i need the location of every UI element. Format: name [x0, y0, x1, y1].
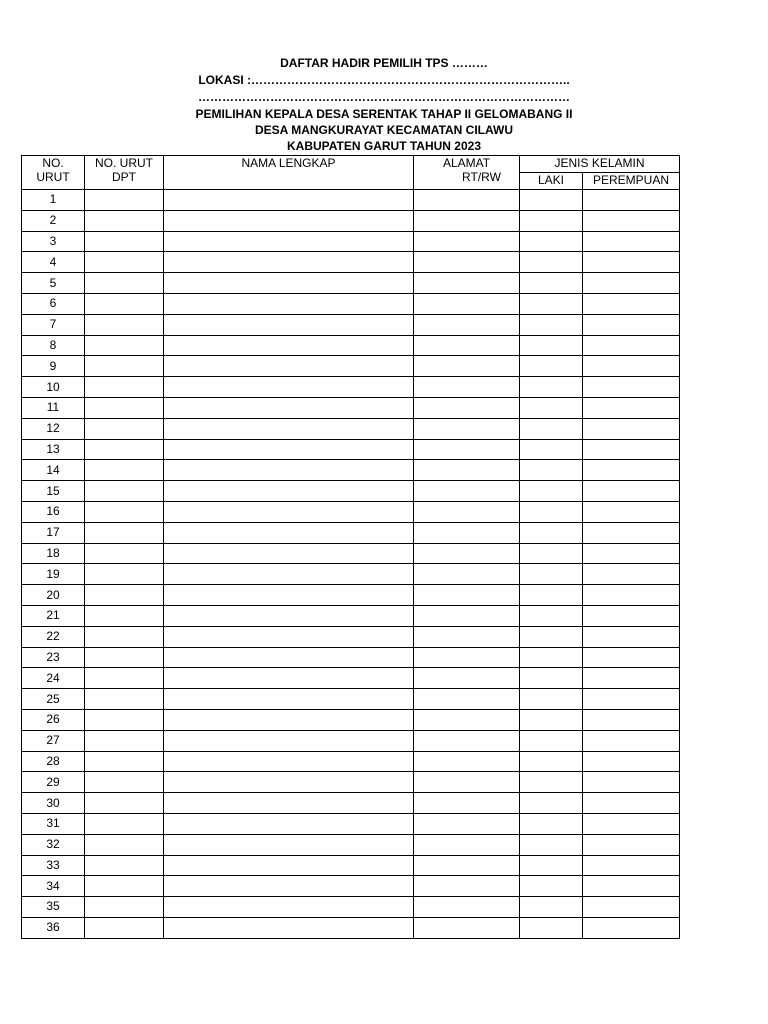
location-line: LOKASI :…………………………………………………………………….. [198, 73, 570, 87]
name-cell[interactable] [164, 418, 414, 439]
table-row [22, 897, 680, 918]
laki-cell[interactable] [520, 460, 583, 481]
address-cell[interactable] [414, 377, 520, 398]
perempuan-cell[interactable] [583, 689, 680, 710]
laki-cell[interactable] [520, 876, 583, 897]
column-header-no-urut-line2: URUT [36, 170, 70, 184]
dpt-number-cell[interactable] [85, 231, 164, 252]
name-cell[interactable] [164, 293, 414, 314]
address-cell[interactable] [414, 293, 520, 314]
laki-cell[interactable] [520, 834, 583, 855]
address-cell[interactable] [414, 772, 520, 793]
row-number: 21 [22, 605, 85, 626]
name-cell[interactable] [164, 751, 414, 772]
laki-cell[interactable] [520, 543, 583, 564]
laki-cell[interactable] [520, 252, 583, 273]
dpt-number-cell[interactable] [85, 543, 164, 564]
dpt-number-cell[interactable] [85, 190, 164, 211]
address-cell[interactable] [414, 190, 520, 211]
name-cell[interactable] [164, 252, 414, 273]
dpt-number-cell[interactable] [85, 460, 164, 481]
table-row [22, 293, 680, 314]
laki-cell[interactable] [520, 813, 583, 834]
perempuan-cell[interactable] [583, 501, 680, 522]
row-number: 14 [22, 460, 85, 481]
table-row [22, 335, 680, 356]
name-cell[interactable] [164, 564, 414, 585]
perempuan-cell[interactable] [583, 564, 680, 585]
address-cell[interactable] [414, 813, 520, 834]
dpt-number-cell[interactable] [85, 834, 164, 855]
column-header-no-urut-line1: NO. [42, 156, 64, 170]
name-cell[interactable] [164, 813, 414, 834]
address-cell[interactable] [414, 897, 520, 918]
laki-cell[interactable] [520, 210, 583, 231]
laki-cell[interactable] [520, 917, 583, 938]
laki-cell[interactable] [520, 418, 583, 439]
laki-cell[interactable] [520, 585, 583, 606]
perempuan-cell[interactable] [583, 813, 680, 834]
name-cell[interactable] [164, 210, 414, 231]
name-cell[interactable] [164, 460, 414, 481]
name-cell[interactable] [164, 793, 414, 814]
table-row [22, 876, 680, 897]
address-cell[interactable] [414, 439, 520, 460]
table-row [22, 772, 680, 793]
laki-cell[interactable] [520, 397, 583, 418]
row-number: 1 [22, 190, 85, 211]
perempuan-cell[interactable] [583, 397, 680, 418]
name-cell[interactable] [164, 377, 414, 398]
perempuan-cell[interactable] [583, 418, 680, 439]
perempuan-cell[interactable] [583, 730, 680, 751]
perempuan-cell[interactable] [583, 855, 680, 876]
address-cell[interactable] [414, 689, 520, 710]
row-number: 29 [22, 772, 85, 793]
name-cell[interactable] [164, 855, 414, 876]
table-row [22, 564, 680, 585]
dpt-number-cell[interactable] [85, 605, 164, 626]
table-row [22, 418, 680, 439]
table-row [22, 834, 680, 855]
address-cell[interactable] [414, 356, 520, 377]
laki-cell[interactable] [520, 647, 583, 668]
name-cell[interactable] [164, 897, 414, 918]
name-cell[interactable] [164, 626, 414, 647]
address-cell[interactable] [414, 751, 520, 772]
row-number: 30 [22, 793, 85, 814]
name-cell[interactable] [164, 314, 414, 335]
table-row [22, 668, 680, 689]
name-cell[interactable] [164, 522, 414, 543]
name-cell[interactable] [164, 231, 414, 252]
address-cell[interactable] [414, 501, 520, 522]
dpt-number-cell[interactable] [85, 273, 164, 294]
row-number: 19 [22, 564, 85, 585]
dpt-number-cell[interactable] [85, 876, 164, 897]
row-number: 28 [22, 751, 85, 772]
name-cell[interactable] [164, 834, 414, 855]
laki-cell[interactable] [520, 730, 583, 751]
address-cell[interactable] [414, 543, 520, 564]
address-cell[interactable] [414, 210, 520, 231]
dpt-number-cell[interactable] [85, 647, 164, 668]
laki-cell[interactable] [520, 564, 583, 585]
perempuan-cell[interactable] [583, 460, 680, 481]
perempuan-cell[interactable] [583, 335, 680, 356]
row-number: 24 [22, 668, 85, 689]
table-row [22, 647, 680, 668]
perempuan-cell[interactable] [583, 543, 680, 564]
address-cell[interactable] [414, 605, 520, 626]
table-row [22, 709, 680, 730]
attendance-rows [22, 190, 680, 939]
laki-cell[interactable] [520, 626, 583, 647]
row-number: 5 [22, 273, 85, 294]
laki-cell[interactable] [520, 501, 583, 522]
laki-cell[interactable] [520, 335, 583, 356]
name-cell[interactable] [164, 585, 414, 606]
name-cell[interactable] [164, 876, 414, 897]
address-cell[interactable] [414, 626, 520, 647]
column-header-perempuan: PEREMPUAN [583, 173, 680, 190]
row-number: 10 [22, 377, 85, 398]
perempuan-cell[interactable] [583, 668, 680, 689]
dpt-number-cell[interactable] [85, 813, 164, 834]
perempuan-cell[interactable] [583, 917, 680, 938]
address-cell[interactable] [414, 876, 520, 897]
perempuan-cell[interactable] [583, 356, 680, 377]
perempuan-cell[interactable] [583, 772, 680, 793]
perempuan-cell[interactable] [583, 876, 680, 897]
address-cell[interactable] [414, 647, 520, 668]
perempuan-cell[interactable] [583, 314, 680, 335]
perempuan-cell[interactable] [583, 190, 680, 211]
name-cell[interactable] [164, 481, 414, 502]
form-title: DAFTAR HADIR PEMILIH TPS ……… [280, 56, 488, 70]
column-header-nama-lengkap-label: NAMA LENGKAP [241, 156, 336, 170]
perempuan-cell[interactable] [583, 481, 680, 502]
dpt-number-cell[interactable] [85, 501, 164, 522]
dpt-number-cell[interactable] [85, 210, 164, 231]
table-row [22, 585, 680, 606]
laki-cell[interactable] [520, 855, 583, 876]
column-header-alamat-line2: RT/RW [462, 170, 501, 184]
row-number: 32 [22, 834, 85, 855]
table-row [22, 377, 680, 398]
perempuan-cell[interactable] [583, 605, 680, 626]
dpt-number-cell[interactable] [85, 897, 164, 918]
table-row [22, 917, 680, 938]
table-row [22, 543, 680, 564]
perempuan-cell[interactable] [583, 439, 680, 460]
column-header-no-urut-dpt-line2: DPT [112, 170, 136, 184]
name-cell[interactable] [164, 605, 414, 626]
table-row [22, 793, 680, 814]
perempuan-cell[interactable] [583, 834, 680, 855]
laki-cell[interactable] [520, 356, 583, 377]
laki-cell[interactable] [520, 231, 583, 252]
column-header-no-urut [22, 156, 85, 190]
table-row [22, 626, 680, 647]
name-cell[interactable] [164, 772, 414, 793]
perempuan-cell[interactable] [583, 751, 680, 772]
laki-cell[interactable] [520, 709, 583, 730]
row-number: 9 [22, 356, 85, 377]
village-title: DESA MANGKURAYAT KECAMATAN CILAWU [255, 123, 513, 137]
dpt-number-cell[interactable] [85, 585, 164, 606]
address-cell[interactable] [414, 522, 520, 543]
laki-cell[interactable] [520, 605, 583, 626]
perempuan-cell[interactable] [583, 273, 680, 294]
name-cell[interactable] [164, 668, 414, 689]
column-header-no-urut-dpt-line1: NO. URUT [95, 156, 153, 170]
dpt-number-cell[interactable] [85, 314, 164, 335]
dpt-number-cell[interactable] [85, 668, 164, 689]
dpt-number-cell[interactable] [85, 252, 164, 273]
dpt-number-cell[interactable] [85, 751, 164, 772]
row-number: 34 [22, 876, 85, 897]
dpt-number-cell[interactable] [85, 418, 164, 439]
row-number: 16 [22, 501, 85, 522]
address-cell[interactable] [414, 335, 520, 356]
address-cell[interactable] [414, 564, 520, 585]
address-cell[interactable] [414, 397, 520, 418]
row-number: 20 [22, 585, 85, 606]
dpt-number-cell[interactable] [85, 730, 164, 751]
table-row [22, 210, 680, 231]
row-number: 17 [22, 522, 85, 543]
table-row [22, 501, 680, 522]
row-number: 15 [22, 481, 85, 502]
dpt-number-cell[interactable] [85, 564, 164, 585]
address-cell[interactable] [414, 418, 520, 439]
row-number: 8 [22, 335, 85, 356]
row-number: 13 [22, 439, 85, 460]
address-cell[interactable] [414, 834, 520, 855]
column-header-jenis-kelamin: JENIS KELAMIN [520, 156, 680, 173]
name-cell[interactable] [164, 273, 414, 294]
laki-cell[interactable] [520, 751, 583, 772]
table-row [22, 190, 680, 211]
address-cell[interactable] [414, 855, 520, 876]
table-row [22, 605, 680, 626]
laki-cell[interactable] [520, 293, 583, 314]
regency-title: KABUPATEN GARUT TAHUN 2023 [286, 139, 481, 153]
perempuan-cell[interactable] [583, 709, 680, 730]
laki-cell[interactable] [520, 522, 583, 543]
name-cell[interactable] [164, 356, 414, 377]
address-cell[interactable] [414, 917, 520, 938]
row-number: 33 [22, 855, 85, 876]
name-cell[interactable] [164, 917, 414, 938]
dpt-number-cell[interactable] [85, 626, 164, 647]
perempuan-cell[interactable] [583, 626, 680, 647]
row-number: 6 [22, 293, 85, 314]
dpt-number-cell[interactable] [85, 793, 164, 814]
table-row [22, 751, 680, 772]
name-cell[interactable] [164, 439, 414, 460]
laki-cell[interactable] [520, 439, 583, 460]
dpt-number-cell[interactable] [85, 335, 164, 356]
row-number: 2 [22, 210, 85, 231]
table-row [22, 481, 680, 502]
dpt-number-cell[interactable] [85, 855, 164, 876]
laki-cell[interactable] [520, 689, 583, 710]
row-number: 27 [22, 730, 85, 751]
table-row [22, 397, 680, 418]
laki-cell[interactable] [520, 897, 583, 918]
column-header-alamat-line1: ALAMAT [442, 156, 491, 170]
row-number: 25 [22, 689, 85, 710]
name-cell[interactable] [164, 730, 414, 751]
name-cell[interactable] [164, 335, 414, 356]
table-row [22, 813, 680, 834]
row-number: 12 [22, 418, 85, 439]
row-number: 23 [22, 647, 85, 668]
address-cell[interactable] [414, 668, 520, 689]
row-number: 22 [22, 626, 85, 647]
address-cell[interactable] [414, 481, 520, 502]
table-row [22, 356, 680, 377]
column-header-nama-lengkap [164, 156, 414, 190]
laki-cell[interactable] [520, 190, 583, 211]
address-cell[interactable] [414, 585, 520, 606]
column-header-no-urut-dpt [85, 156, 164, 190]
table-row [22, 689, 680, 710]
name-cell[interactable] [164, 543, 414, 564]
table-row [22, 252, 680, 273]
perempuan-cell[interactable] [583, 522, 680, 543]
dpt-number-cell[interactable] [85, 709, 164, 730]
row-number: 7 [22, 314, 85, 335]
address-cell[interactable] [414, 460, 520, 481]
table-row [22, 314, 680, 335]
dpt-number-cell[interactable] [85, 481, 164, 502]
row-number: 36 [22, 917, 85, 938]
name-cell[interactable] [164, 190, 414, 211]
table-row [22, 730, 680, 751]
dpt-number-cell[interactable] [85, 439, 164, 460]
column-header-laki: LAKI [520, 173, 583, 190]
perempuan-cell[interactable] [583, 231, 680, 252]
location-continuation-line: ………………………………………………………………………………… [198, 90, 570, 104]
attendance-table [21, 155, 680, 939]
table-row [22, 855, 680, 876]
table-row [22, 231, 680, 252]
dpt-number-cell[interactable] [85, 689, 164, 710]
row-number: 18 [22, 543, 85, 564]
dpt-number-cell[interactable] [85, 377, 164, 398]
table-row [22, 460, 680, 481]
column-header-alamat [414, 156, 520, 190]
perempuan-cell[interactable] [583, 585, 680, 606]
perempuan-cell[interactable] [583, 210, 680, 231]
dpt-number-cell[interactable] [85, 356, 164, 377]
row-number: 3 [22, 231, 85, 252]
laki-cell[interactable] [520, 793, 583, 814]
table-row [22, 439, 680, 460]
perempuan-cell[interactable] [583, 897, 680, 918]
laki-cell[interactable] [520, 314, 583, 335]
perempuan-cell[interactable] [583, 293, 680, 314]
laki-cell[interactable] [520, 772, 583, 793]
dpt-number-cell[interactable] [85, 772, 164, 793]
dpt-number-cell[interactable] [85, 397, 164, 418]
table-row [22, 273, 680, 294]
address-cell[interactable] [414, 273, 520, 294]
dpt-number-cell[interactable] [85, 293, 164, 314]
event-title: PEMILIHAN KEPALA DESA SERENTAK TAHAP II GELOMABANG II [195, 107, 573, 121]
laki-cell[interactable] [520, 481, 583, 502]
laki-cell[interactable] [520, 668, 583, 689]
row-number: 35 [22, 897, 85, 918]
perempuan-cell[interactable] [583, 377, 680, 398]
dpt-number-cell[interactable] [85, 522, 164, 543]
row-number: 31 [22, 813, 85, 834]
name-cell[interactable] [164, 709, 414, 730]
table-row [22, 522, 680, 543]
laki-cell[interactable] [520, 377, 583, 398]
laki-cell[interactable] [520, 273, 583, 294]
row-number: 11 [22, 397, 85, 418]
row-number: 26 [22, 709, 85, 730]
perempuan-cell[interactable] [583, 647, 680, 668]
row-number: 4 [22, 252, 85, 273]
name-cell[interactable] [164, 689, 414, 710]
perempuan-cell[interactable] [583, 252, 680, 273]
address-cell[interactable] [414, 231, 520, 252]
address-cell[interactable] [414, 709, 520, 730]
address-cell[interactable] [414, 793, 520, 814]
dpt-number-cell[interactable] [85, 917, 164, 938]
address-cell[interactable] [414, 730, 520, 751]
address-cell[interactable] [414, 252, 520, 273]
address-cell[interactable] [414, 314, 520, 335]
perempuan-cell[interactable] [583, 793, 680, 814]
name-cell[interactable] [164, 501, 414, 522]
name-cell[interactable] [164, 397, 414, 418]
name-cell[interactable] [164, 647, 414, 668]
